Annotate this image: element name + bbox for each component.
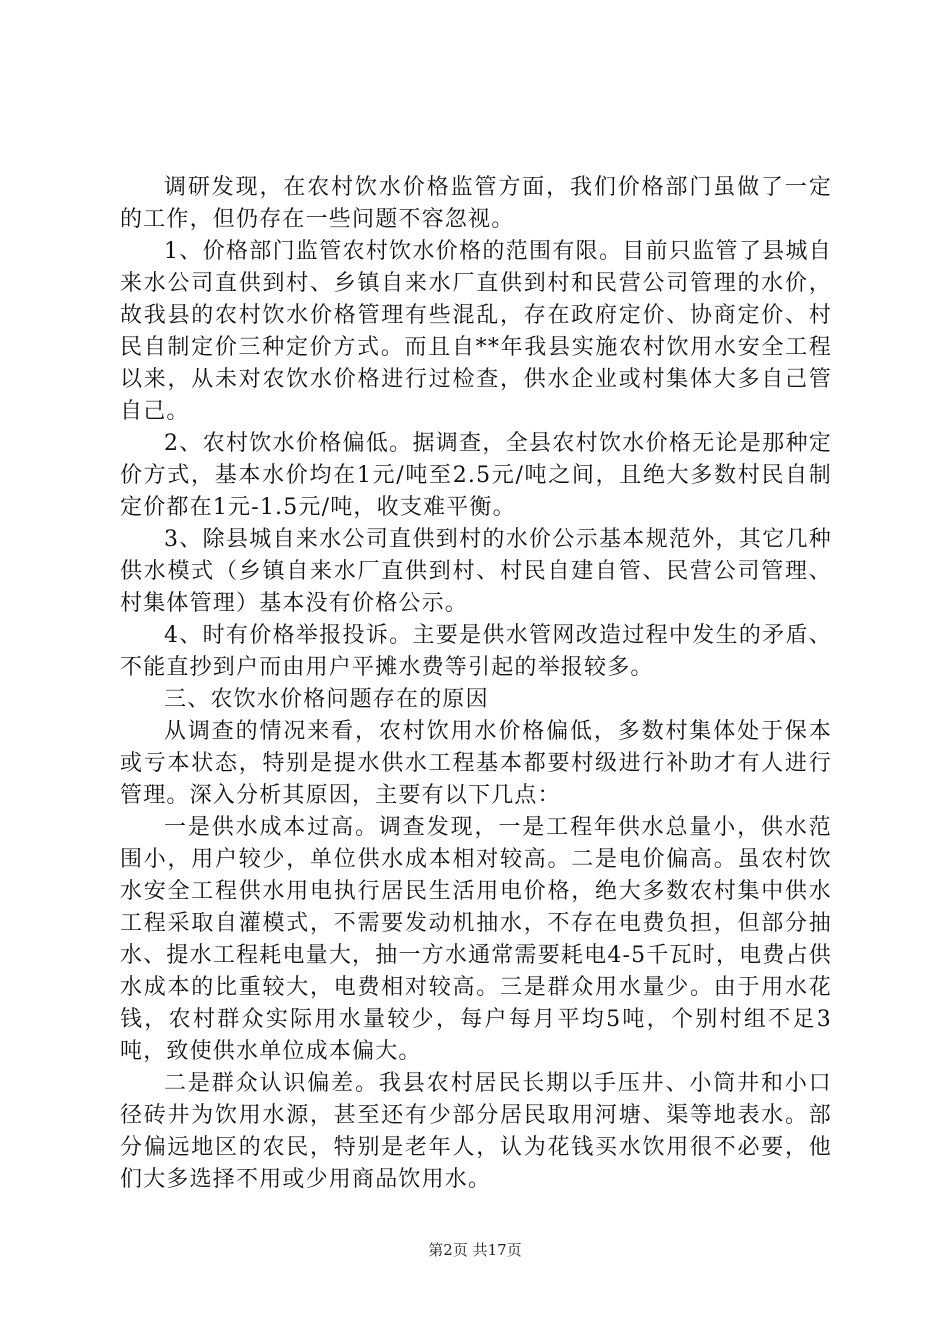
paragraph-intro: 调研发现，在农村饮水价格监管方面，我们价格部门虽做了一定的工作，但仍存在一些问题不容忽视。 [120, 175, 832, 232]
paragraph-cost: 一是供水成本过高。调查发现，一是工程年供水总量小，供水范围小，用户较少，单位供水成本相对较高。二是电价偏高。虽农村饮水安全工程供水用电执行居民生活用电价格，绝大多数农村集中供水工程采取自灌模式，不需要发动机抽水，不存在电费负担，但部分抽水、提水工程耗电量大，抽一方水通常需要耗电4-5千瓦时，电费占供水成本的比重较大，电费相对较高。三是群众用水量少。由于用水花钱，农村群众实际用水量较少，每户每月平均5吨，个别村组不足3吨，致使供水单位成本偏大。 [120, 815, 832, 1064]
paragraph-point-2: 2、农村饮水价格偏低。据调查，全县农村饮水价格无论是那种定价方式，基本水价均在1元/吨至2.5元/吨之间，且绝大多数村民自制定价都在1元-1.5元/吨，收支难平衡。 [120, 431, 832, 520]
paragraph-point-4: 4、时有价格举报投诉。主要是供水管网改造过程中发生的矛盾、不能直抄到户而由用户平摊水费等引起的举报较多。 [120, 623, 832, 680]
paragraph-analysis: 从调查的情况来看，农村饮用水价格偏低，多数村集体处于保本或亏本状态，特别是提水供水工程基本都要村级进行补助才有人进行管理。深入分析其原因，主要有以下几点： [120, 719, 832, 808]
paragraph-point-1: 1、价格部门监管农村饮水价格的范围有限。目前只监管了县城自来水公司直供到村、乡镇自来水厂直供到村和民营公司管理的水价，故我县的农村饮水价格管理有些混乱，存在政府定价、协商定价、村民自制定价三种定价方式。而且自**年我县实施农村饮用水安全工程以来，从未对农饮水价格进行过检查，供水企业或村集体大多自己管自己。 [120, 239, 832, 424]
document-body [120, 172, 832, 1196]
paragraph-awareness: 二是群众认识偏差。我县农村居民长期以手压井、小筒井和小口径砖井为饮用水源，甚至还有少部分居民取用河塘、渠等地表水。部分偏远地区的农民，特别是老年人，认为花钱买水饮用很不必要，他们大多选择不用或少用商品饮用水。 [120, 1071, 832, 1192]
page-number: 第2页 共17页 [428, 1241, 522, 1259]
section-heading-causes: 三、农饮水价格问题存在的原因 [164, 687, 489, 712]
paragraph-point-3: 3、除县城自来水公司直供到村的水价公示基本规范外，其它几种供水模式（乡镇自来水厂直供到村、村民自建自管、民营公司管理、村集体管理）基本没有价格公示。 [120, 527, 832, 616]
